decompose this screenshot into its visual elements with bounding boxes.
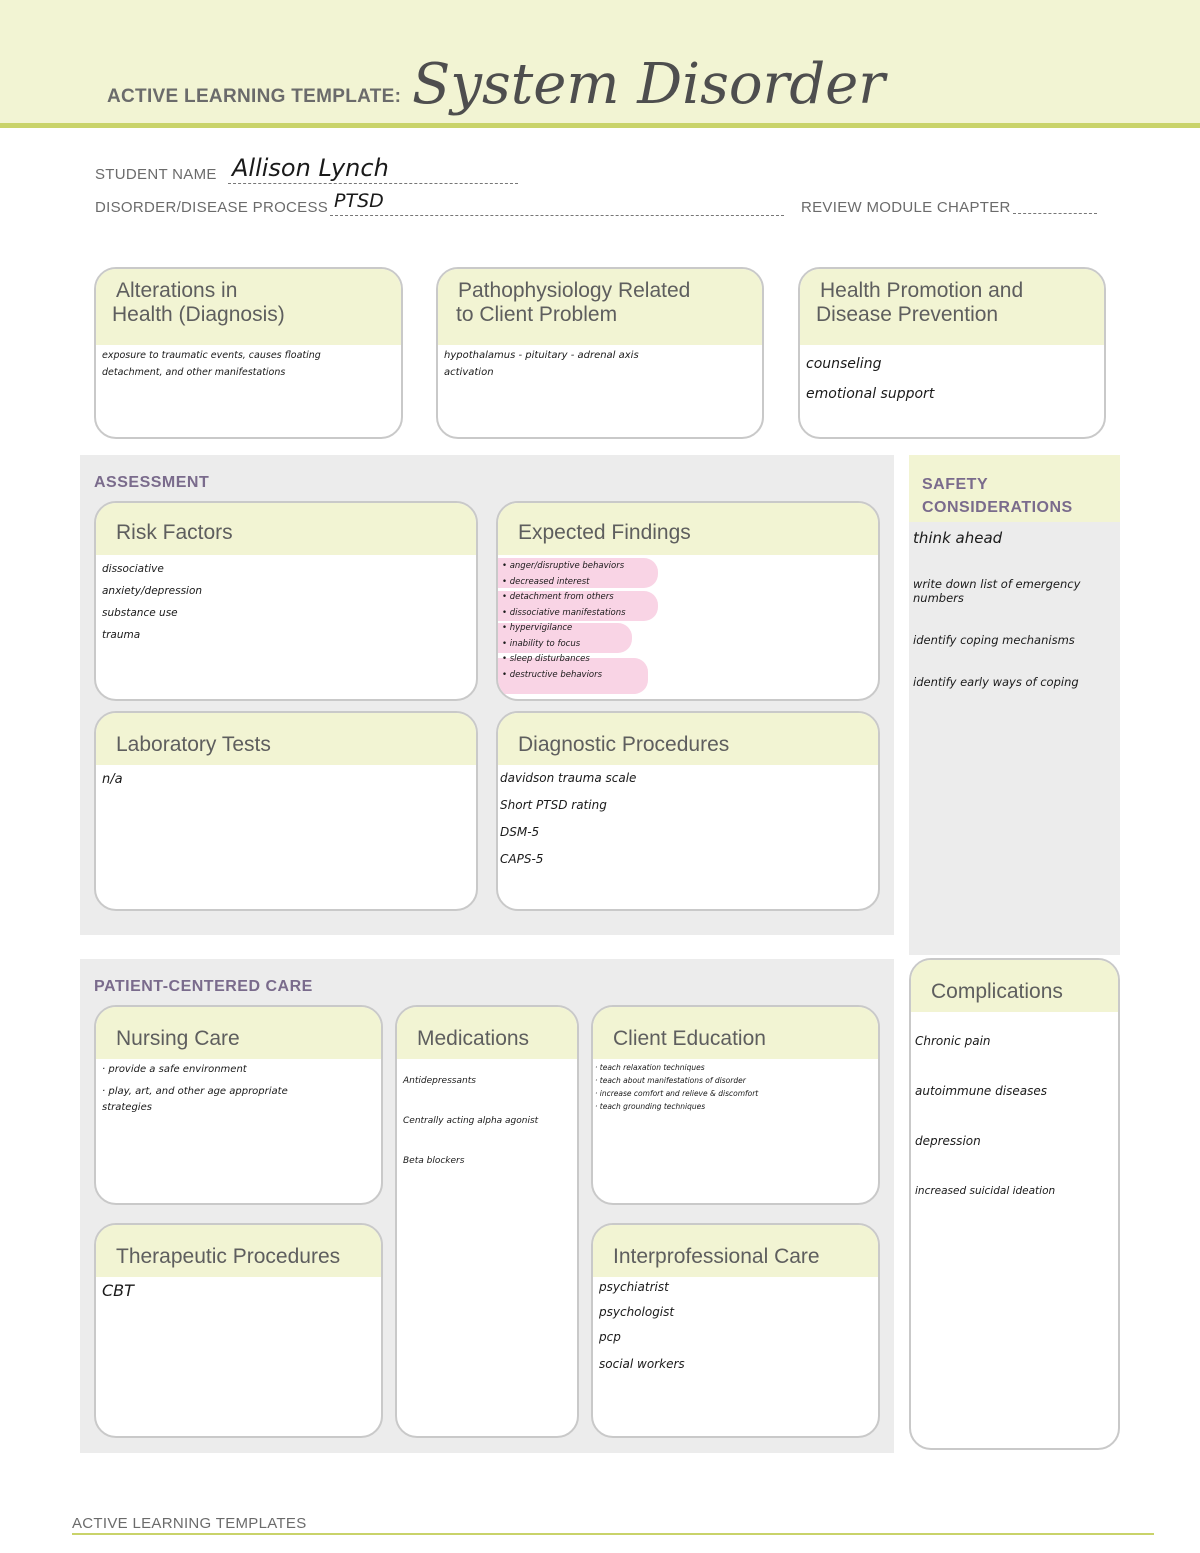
patient-centered-care-label: PATIENT-CENTERED CARE <box>94 978 313 995</box>
alterations-content: exposure to traumatic events, causes floating detachment, and other manifestations <box>102 350 321 378</box>
risk-factors-box <box>94 501 478 701</box>
diagnostic-procedures-title: Diagnostic Procedures <box>498 713 878 765</box>
footer-text: ACTIVE LEARNING TEMPLATES <box>72 1515 307 1532</box>
safety-section <box>909 455 1120 955</box>
laboratory-tests-title: Laboratory Tests <box>96 713 476 765</box>
safety-content: think ahead write down list of emergency numbers identify coping mechanisms identify early ways of coping <box>913 529 1081 689</box>
health-promotion-title: Health Promotion and Disease Prevention <box>800 269 1104 345</box>
laboratory-tests-content: n/a <box>102 772 123 787</box>
template-title: System Disorder <box>412 52 886 117</box>
template-label: ACTIVE LEARNING TEMPLATE: <box>107 86 402 107</box>
laboratory-tests-box <box>94 711 478 911</box>
medications-title: Medications <box>397 1007 577 1059</box>
health-promotion-content: counseling emotional support <box>806 356 935 402</box>
disorder-label: DISORDER/DISEASE PROCESS <box>95 199 329 216</box>
therapeutic-procedures-box <box>94 1223 383 1438</box>
review-module-label: REVIEW MODULE CHAPTER <box>801 199 1011 216</box>
interprofessional-care-title: Interprofessional Care <box>593 1225 878 1277</box>
assessment-label: ASSESSMENT <box>94 474 210 491</box>
risk-factors-title: Risk Factors <box>96 503 476 555</box>
risk-factors-content: dissociative anxiety/depression substance use trauma <box>102 563 203 641</box>
footer-rule <box>72 1533 1154 1535</box>
student-name-label: STUDENT NAME <box>95 166 217 183</box>
complications-box <box>909 958 1120 1450</box>
student-name-value: Allison Lynch <box>232 154 389 182</box>
nursing-care-title: Nursing Care <box>96 1007 381 1059</box>
disorder-field[interactable] <box>330 192 784 216</box>
diagnostic-procedures-box <box>496 711 880 911</box>
interprofessional-care-content: psychiatrist psychologist pcp social workers <box>599 1280 685 1371</box>
complications-content: Chronic pain autoimmune diseases depression increased suicidal ideation <box>915 1034 1056 1197</box>
expected-findings-content: • anger/disruptive behaviors • decreased interest • detachment from others • dissociative manifestations • hypervigilance • inability to focus • sleep disturbances • destructive behaviors <box>502 561 626 680</box>
disorder-value: PTSD <box>334 190 384 212</box>
medications-content: Antidepressants Centrally acting alpha agonist Beta blockers <box>403 1076 539 1166</box>
client-education-content: · teach relaxation techniques · teach about manifestations of disorder · increase comfort and relieve & discomfort · teach grounding techniques <box>595 1063 759 1111</box>
client-education-title: Client Education <box>593 1007 878 1059</box>
nursing-care-content: · provide a safe environment · play, art, and other age appropriate strategies <box>102 1064 288 1113</box>
alterations-box <box>94 267 403 439</box>
client-education-box <box>591 1005 880 1205</box>
pathophysiology-content: hypothalamus - pituitary - adrenal axis activation <box>444 350 639 378</box>
student-name-field[interactable] <box>228 156 518 184</box>
alterations-title: Alterations in Health (Diagnosis) <box>96 269 401 345</box>
complications-title: Complications <box>911 960 1118 1012</box>
expected-findings-box <box>496 501 880 701</box>
diagnostic-procedures-content: davidson trauma scale Short PTSD rating DSM-5 CAPS-5 <box>500 771 637 866</box>
header-rule <box>0 123 1200 128</box>
therapeutic-procedures-title: Therapeutic Procedures <box>96 1225 381 1277</box>
pathophysiology-title: Pathophysiology Related to Client Problem <box>438 269 762 345</box>
interprofessional-care-box <box>591 1223 880 1438</box>
review-module-field[interactable] <box>1013 192 1097 214</box>
safety-label: SAFETY CONSIDERATIONS <box>922 476 1073 516</box>
medications-box <box>395 1005 579 1438</box>
expected-findings-title: Expected Findings <box>498 503 878 555</box>
nursing-care-box <box>94 1005 383 1205</box>
health-promotion-box <box>798 267 1106 439</box>
pathophysiology-box <box>436 267 764 439</box>
therapeutic-procedures-content: CBT <box>102 1281 134 1300</box>
